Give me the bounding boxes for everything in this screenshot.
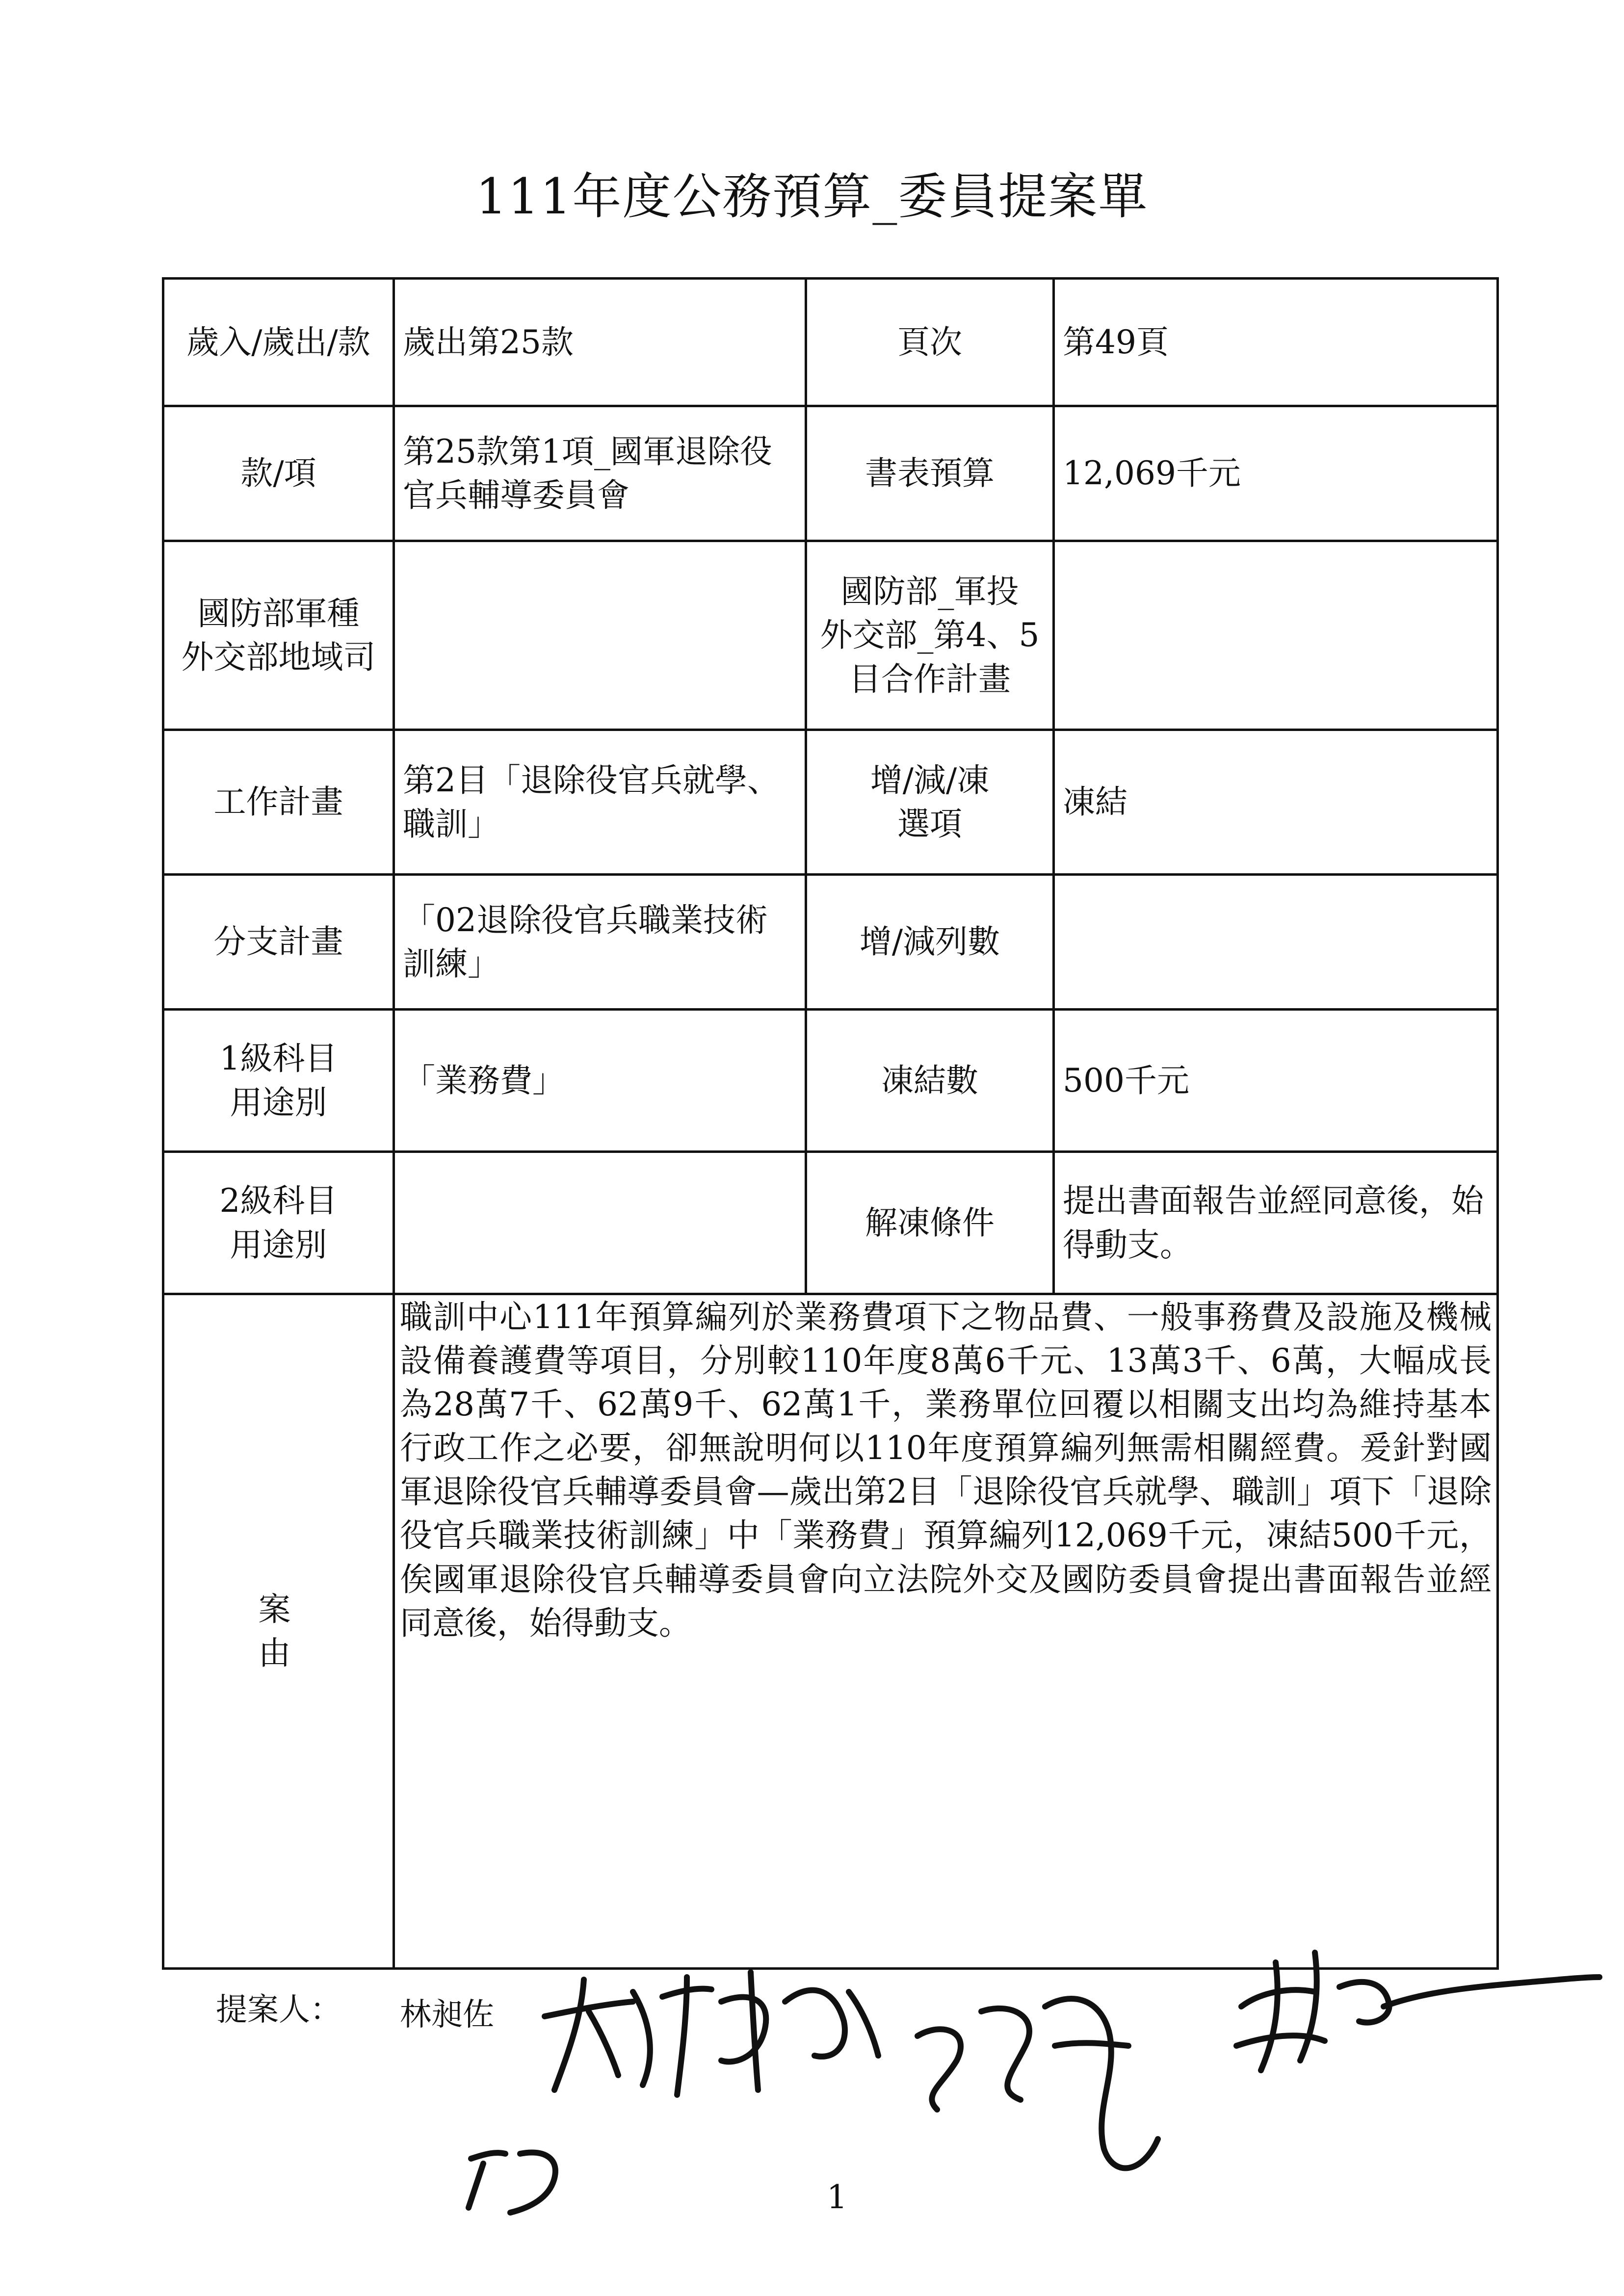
label-adjust-amount: 增/減列數 <box>806 875 1054 1010</box>
value-unfreeze-condition: 提出書面報告並經同意後，始得動支。 <box>1054 1152 1498 1294</box>
label-page: 頁次 <box>806 279 1054 406</box>
value-budget: 12,069千元 <box>1054 406 1498 541</box>
label-section: 款/項 <box>163 406 394 541</box>
label-level2-subject-line1: 2級科目 <box>219 1182 338 1220</box>
label-level2-subject-line2: 用途別 <box>230 1226 327 1264</box>
label-action-option-line2: 選項 <box>897 805 962 843</box>
value-branch-plan: 「02退除役官兵職業技術訓練」 <box>394 875 806 1010</box>
label-branch-plan: 分支計畫 <box>163 875 394 1010</box>
proposer-label: 提案人： <box>216 1992 341 2028</box>
value-action-option: 凍結 <box>1054 730 1498 875</box>
page-number: 1 <box>827 2178 847 2216</box>
label-work-plan: 工作計畫 <box>163 730 394 875</box>
value-freeze-amount: 500千元 <box>1054 1010 1498 1152</box>
label-level1-subject-line1: 1級科目 <box>219 1040 338 1078</box>
label-military-branch: 國防部軍種 <box>197 594 360 632</box>
label-unfreeze-condition: 解凍條件 <box>806 1152 1054 1294</box>
label-budget: 書表預算 <box>806 406 1054 541</box>
label-action-option-line1: 增/減/凍 <box>870 761 990 799</box>
signature-2 <box>917 1999 1158 2168</box>
value-reason: 職訓中心111年預算編列於業務費項下之物品費、一般事務費及設施及機械設備養護費等項目，分別較110年度8萬6千元、13萬3千、6萬，大幅成長為28萬7千、62萬9千、62萬1千，業務單位回覆以相關支出均為維持基本行政工作之必要，卻無說明何以110年度預算編列無需相關經費。爰針對國軍退除役官兵輔導委員會—歲出第2目「退除役官兵就學、職訓」項下「退除役官兵職業技術訓練」中「業務費」預算編列12,069千元，凍結500千元，俟國軍退除役官兵輔導委員會向立法院外交及國防委員會提出書面報告並經同意後，始得動支。 <box>394 1294 1498 1969</box>
label-reason: 案由 <box>163 1294 394 1969</box>
label-category: 歲入/歲出/款 <box>163 279 394 406</box>
signature-1 <box>545 1972 878 2095</box>
signature-3 <box>1236 1953 1599 2070</box>
value-section: 第25款第1項_國軍退除役官兵輔導委員會 <box>394 406 806 541</box>
proposer-name: 林昶佐 <box>400 1997 494 2033</box>
label-foreign-region: 外交部地域司 <box>181 638 376 676</box>
label-joint-plan-line3: 目合作計畫 <box>849 660 1011 698</box>
value-page: 第49頁 <box>1054 279 1498 406</box>
value-category: 歲出第25款 <box>394 279 806 406</box>
label-level1-subject-line2: 用途別 <box>230 1083 327 1122</box>
value-work-plan: 第2目「退除役官兵就學、職訓」 <box>394 730 806 875</box>
value-level1-subject: 「業務費」 <box>394 1010 806 1152</box>
document-title: 111年度公務預算_委員提案單 <box>475 168 1149 225</box>
label-joint-plan-line1: 國防部_軍投 <box>840 573 1019 611</box>
label-joint-plan-line2: 外交部_第4、5 <box>820 616 1040 654</box>
label-freeze-amount: 凍結數 <box>806 1010 1054 1152</box>
signature-4 <box>469 2152 555 2213</box>
